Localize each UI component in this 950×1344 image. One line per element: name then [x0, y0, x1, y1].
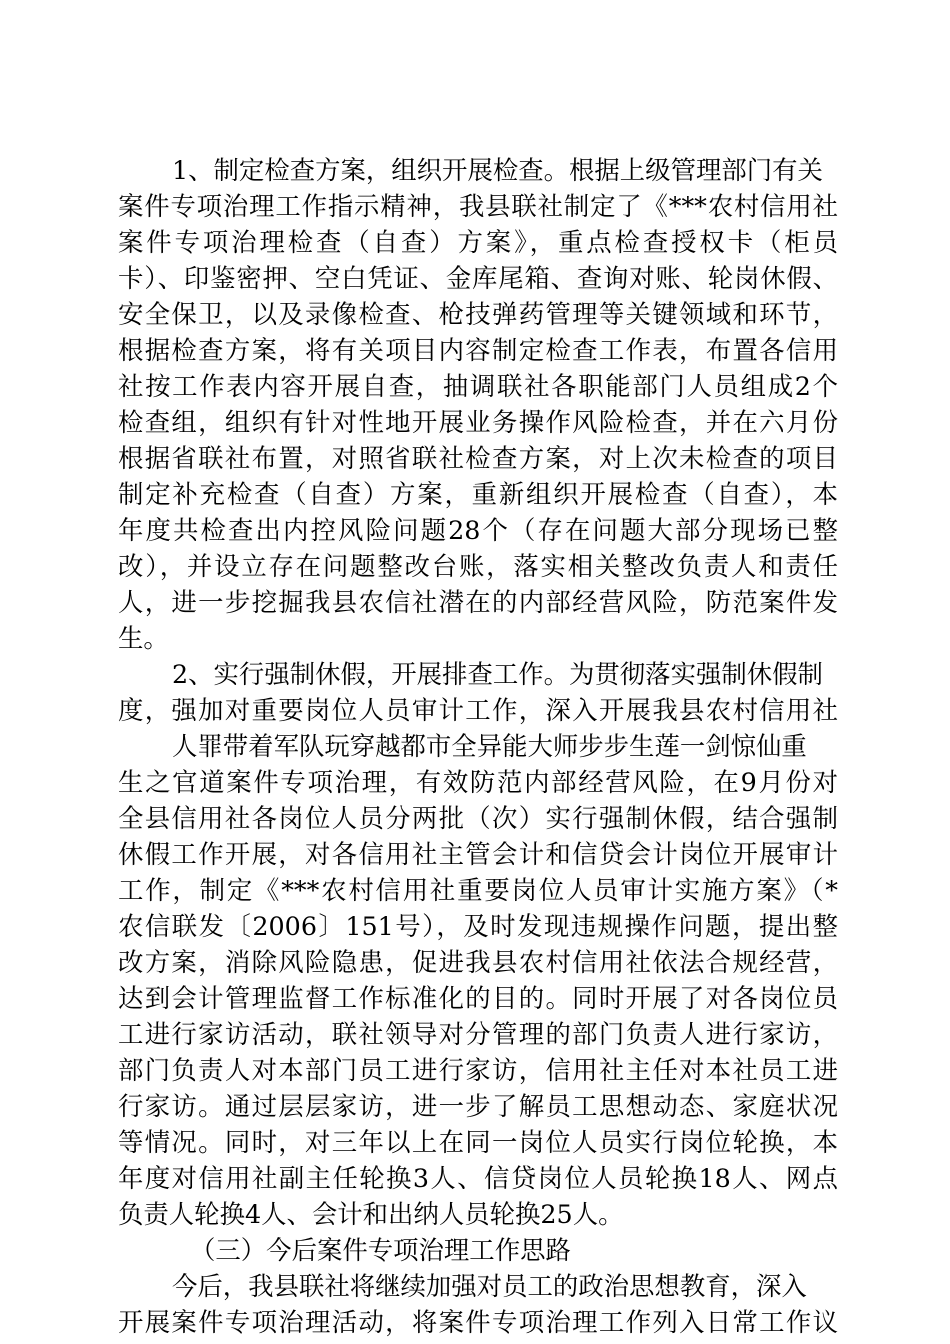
text-line: 开展案件专项治理活动，将案件专项治理工作列入日常工作议	[118, 1307, 838, 1337]
text-line: 人，进一步挖掘我县农信社潜在的内部经营风险，防范案件发	[118, 587, 838, 617]
section-heading: （三）今后案件专项治理工作思路	[190, 1235, 571, 1265]
text-line: 根据省联社布置，对照省联社检查方案，对上次未检查的项目	[118, 443, 838, 473]
text-line: 制定补充检查（自查）方案，重新组织开展检查（自查），本	[118, 479, 838, 509]
text-line: 等情况。同时，对三年以上在同一岗位人员实行岗位轮换，本	[118, 1127, 838, 1157]
text-line: 改），并设立存在问题整改台账，落实相关整改负责人和责任	[118, 551, 838, 581]
text-line: 农信联发〔2006〕151号），及时发现违规操作问题，提出整	[118, 911, 838, 941]
text-line: 案件专项治理检查（自查）方案》，重点检查授权卡（柜员	[118, 227, 838, 257]
text-line: 生。	[118, 623, 169, 653]
text-line: 达到会计管理监督工作标准化的目的。同时开展了对各岗位员	[118, 983, 838, 1013]
text-line: 年度对信用社副主任轮换3人、信贷岗位人员轮换18人、网点	[118, 1163, 838, 1193]
text-line: 负责人轮换4人、会计和出纳人员轮换25人。	[118, 1199, 624, 1229]
text-line: 生之官道案件专项治理，有效防范内部经营风险，在9月份对	[118, 767, 838, 797]
text-line: 根据检查方案，将有关项目内容制定检查工作表，布置各信用	[118, 335, 838, 365]
text-line: 人罪带着军队玩穿越都市全异能大师步步生莲一剑惊仙重	[172, 731, 807, 761]
text-line: 工作，制定《***农村信用社重要岗位人员审计实施方案》（*	[118, 875, 838, 905]
text-line: 工进行家访活动，联社领导对分管理的部门负责人进行家访，	[118, 1019, 838, 1049]
text-line: 全县信用社各岗位人员分两批（次）实行强制休假，结合强制	[118, 803, 838, 833]
text-line: 年度共检查出内控风险问题28个（存在问题大部分现场已整	[118, 515, 838, 545]
text-line: 休假工作开展，对各信用社主管会计和信贷会计岗位开展审计	[118, 839, 838, 869]
text-line: 今后，我县联社将继续加强对员工的政治思想教育，深入	[172, 1271, 807, 1301]
text-line: 社按工作表内容开展自查，抽调联社各职能部门人员组成2个	[118, 371, 838, 401]
text-line: 卡）、印鉴密押、空白凭证、金库尾箱、查询对账、轮岗休假、	[118, 263, 838, 293]
text-line: 2、实行强制休假，开展排查工作。为贯彻落实强制休假制	[172, 659, 823, 689]
text-line: 1、制定检查方案，组织开展检查。根据上级管理部门有关	[172, 155, 823, 185]
text-line: 案件专项治理工作指示精神，我县联社制定了《***农村信用社	[118, 191, 838, 221]
text-line: 改方案，消除风险隐患，促进我县农村信用社依法合规经营，	[118, 947, 838, 977]
text-line: 行家访。通过层层家访，进一步了解员工思想动态、家庭状况	[118, 1091, 838, 1121]
text-line: 度，强加对重要岗位人员审计工作，深入开展我县农村信用社	[118, 695, 838, 725]
text-line: 部门负责人对本部门员工进行家访，信用社主任对本社员工进	[118, 1055, 838, 1085]
text-line: 安全保卫，以及录像检查、枪技弹药管理等关键领域和环节，	[118, 299, 838, 329]
text-line: 检查组，组织有针对性地开展业务操作风险检查，并在六月份	[118, 407, 838, 437]
